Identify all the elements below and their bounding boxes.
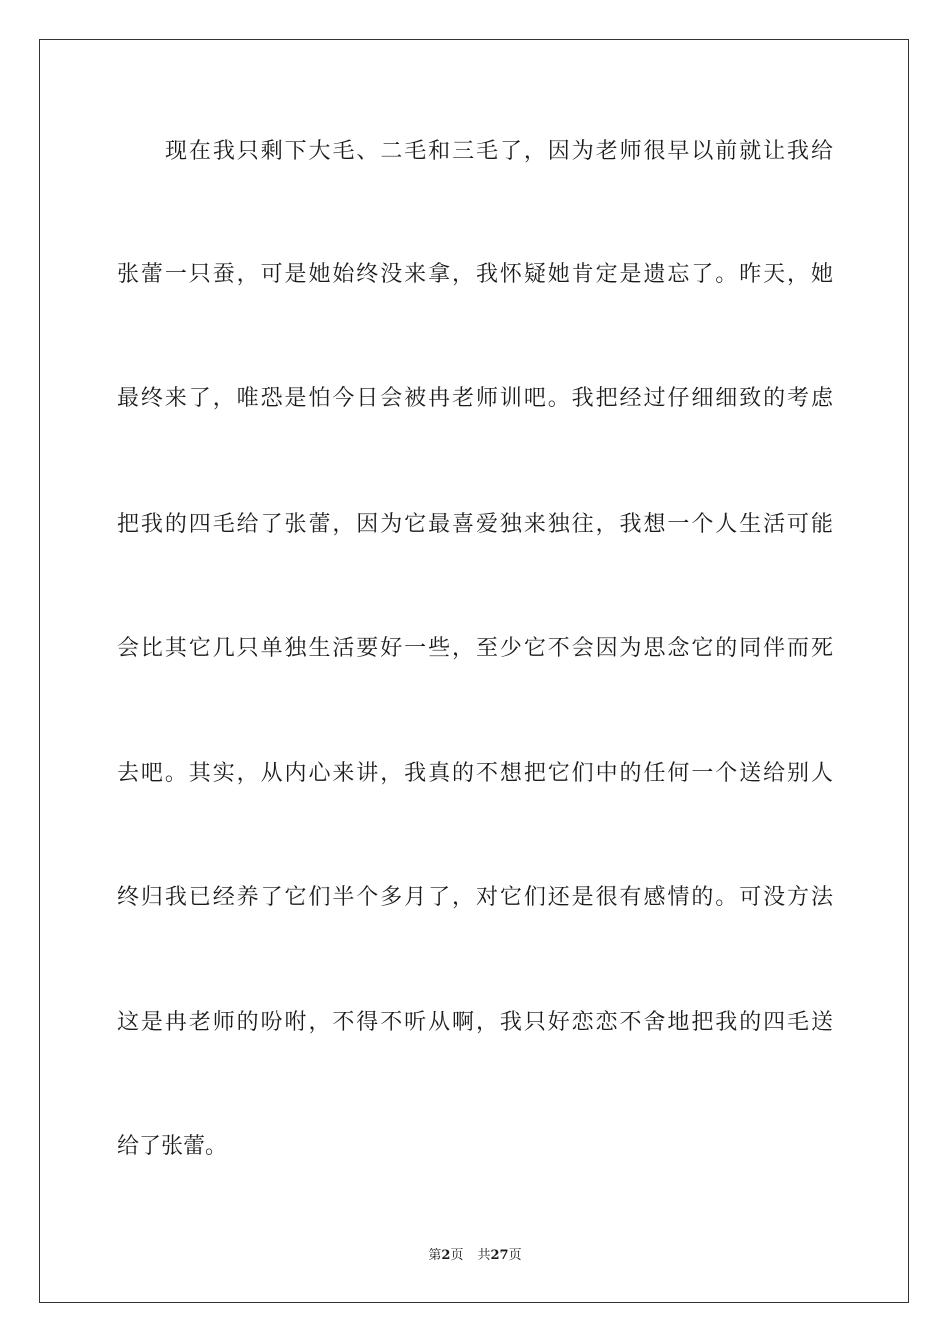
footer-page-suffix: 页 — [450, 1248, 464, 1263]
paragraph-line-6: 去吧。其实，从内心来讲，我真的不想把它们中的任何一个送给别人 — [117, 761, 833, 786]
paragraph-line-8: 这是冉老师的吩咐，不得不听从啊，我只好恋恋不舍地把我的四毛送 — [117, 1010, 833, 1035]
footer-total-prefix: 共 — [477, 1248, 491, 1263]
page-footer — [0, 1246, 950, 1266]
paragraph-line-5: 会比其它几只单独生活要好一些，至少它不会因为思念它的同伴而死 — [117, 636, 833, 661]
footer-page-number: 2 — [441, 1248, 451, 1263]
page-border — [39, 39, 909, 1303]
footer-page-prefix: 第 — [428, 1248, 442, 1263]
footer-total-suffix: 页 — [508, 1248, 522, 1263]
footer-total-pages: 27 — [490, 1248, 509, 1263]
paragraph-line-3: 最终来了，唯恐是怕今日会被冉老师训吧。我把经过仔细细致的考虑 — [117, 386, 833, 411]
paragraph-line-4: 把我的四毛给了张蕾，因为它最喜爱独来独往，我想一个人生活可能 — [117, 512, 833, 537]
paragraph-line-2: 张蕾一只蚕，可是她始终没来拿，我怀疑她肯定是遗忘了。昨天，她 — [117, 262, 833, 287]
paragraph-line-1: 现在我只剩下大毛、二毛和三毛了，因为老师很早以前就让我给 — [165, 139, 833, 164]
paragraph-line-9: 给了张蕾。 — [117, 1134, 228, 1159]
paragraph-line-7: 终归我已经养了它们半个多月了，对它们还是很有感情的。可没方法 — [117, 885, 833, 910]
